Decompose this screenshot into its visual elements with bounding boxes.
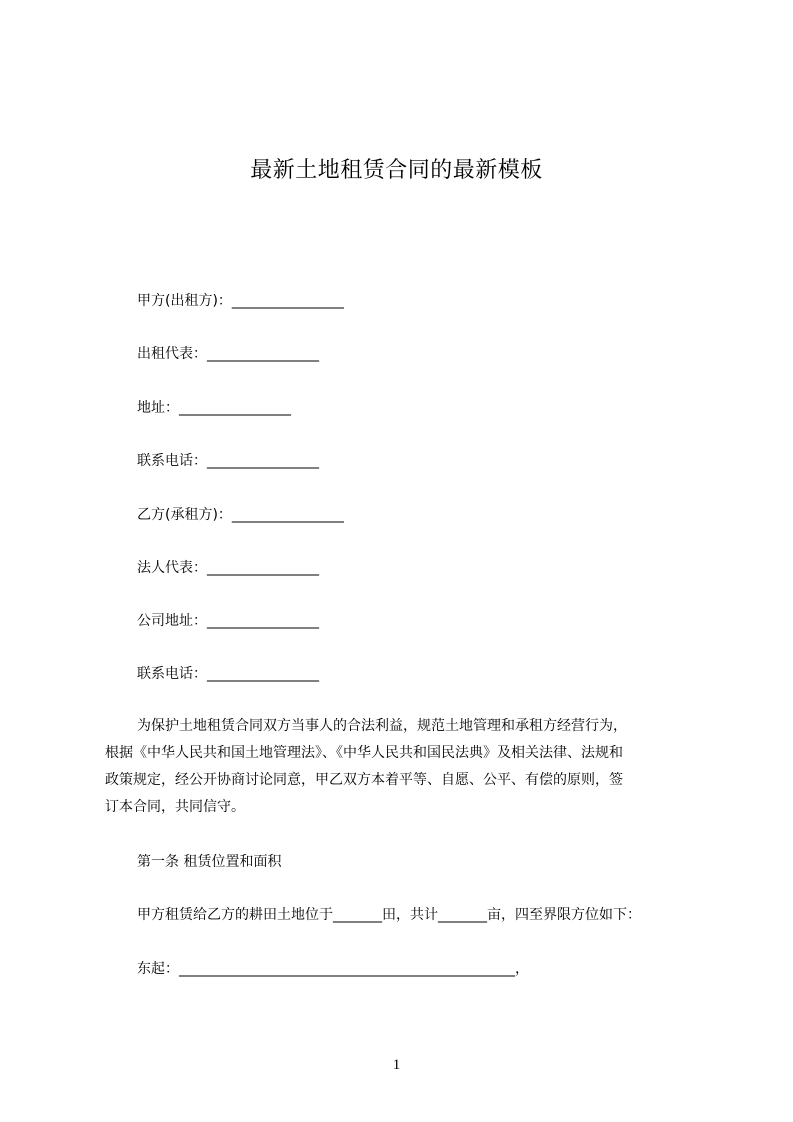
page-number: 1 bbox=[392, 1057, 401, 1073]
lessor-address-field: 地址：________________ bbox=[137, 400, 291, 416]
preamble-line: 根据《中华人民共和国土地管理法》、《中华人民共和国民法典》及相关法律、法规和 bbox=[105, 745, 623, 761]
east-boundary-field: 东起：________________________________________________， bbox=[137, 961, 529, 977]
preamble-paragraph bbox=[105, 713, 705, 821]
article-1-heading: 第一条 租赁位置和面积 bbox=[137, 854, 282, 870]
company-address-field: 公司地址：________________ bbox=[137, 613, 319, 629]
preamble-line: 订本合同，共同信守。 bbox=[105, 799, 245, 815]
legal-representative-field: 法人代表：________________ bbox=[137, 560, 319, 576]
article-1-body: 甲方租赁给乙方的耕田土地位于_______田，共计_______亩，四至界限方位如下： bbox=[137, 907, 641, 923]
lessor-representative-field: 出租代表：________________ bbox=[137, 346, 319, 362]
lessee-field: 乙方(承租方)：________________ bbox=[137, 507, 344, 523]
lessor-phone-field: 联系电话：________________ bbox=[137, 453, 319, 469]
lessor-field: 甲方(出租方)：________________ bbox=[137, 293, 344, 309]
preamble-line: 政策规定，经公开协商讨论同意，甲乙双方本着平等、自愿、公平、有偿的原则，签 bbox=[105, 772, 623, 788]
document-title: 最新土地租赁合同的最新模板 bbox=[250, 157, 543, 183]
lessee-phone-field: 联系电话：________________ bbox=[137, 666, 319, 682]
preamble-line: 为保护土地租赁合同双方当事人的合法利益，规范土地管理和承租方经营行为， bbox=[137, 718, 627, 734]
